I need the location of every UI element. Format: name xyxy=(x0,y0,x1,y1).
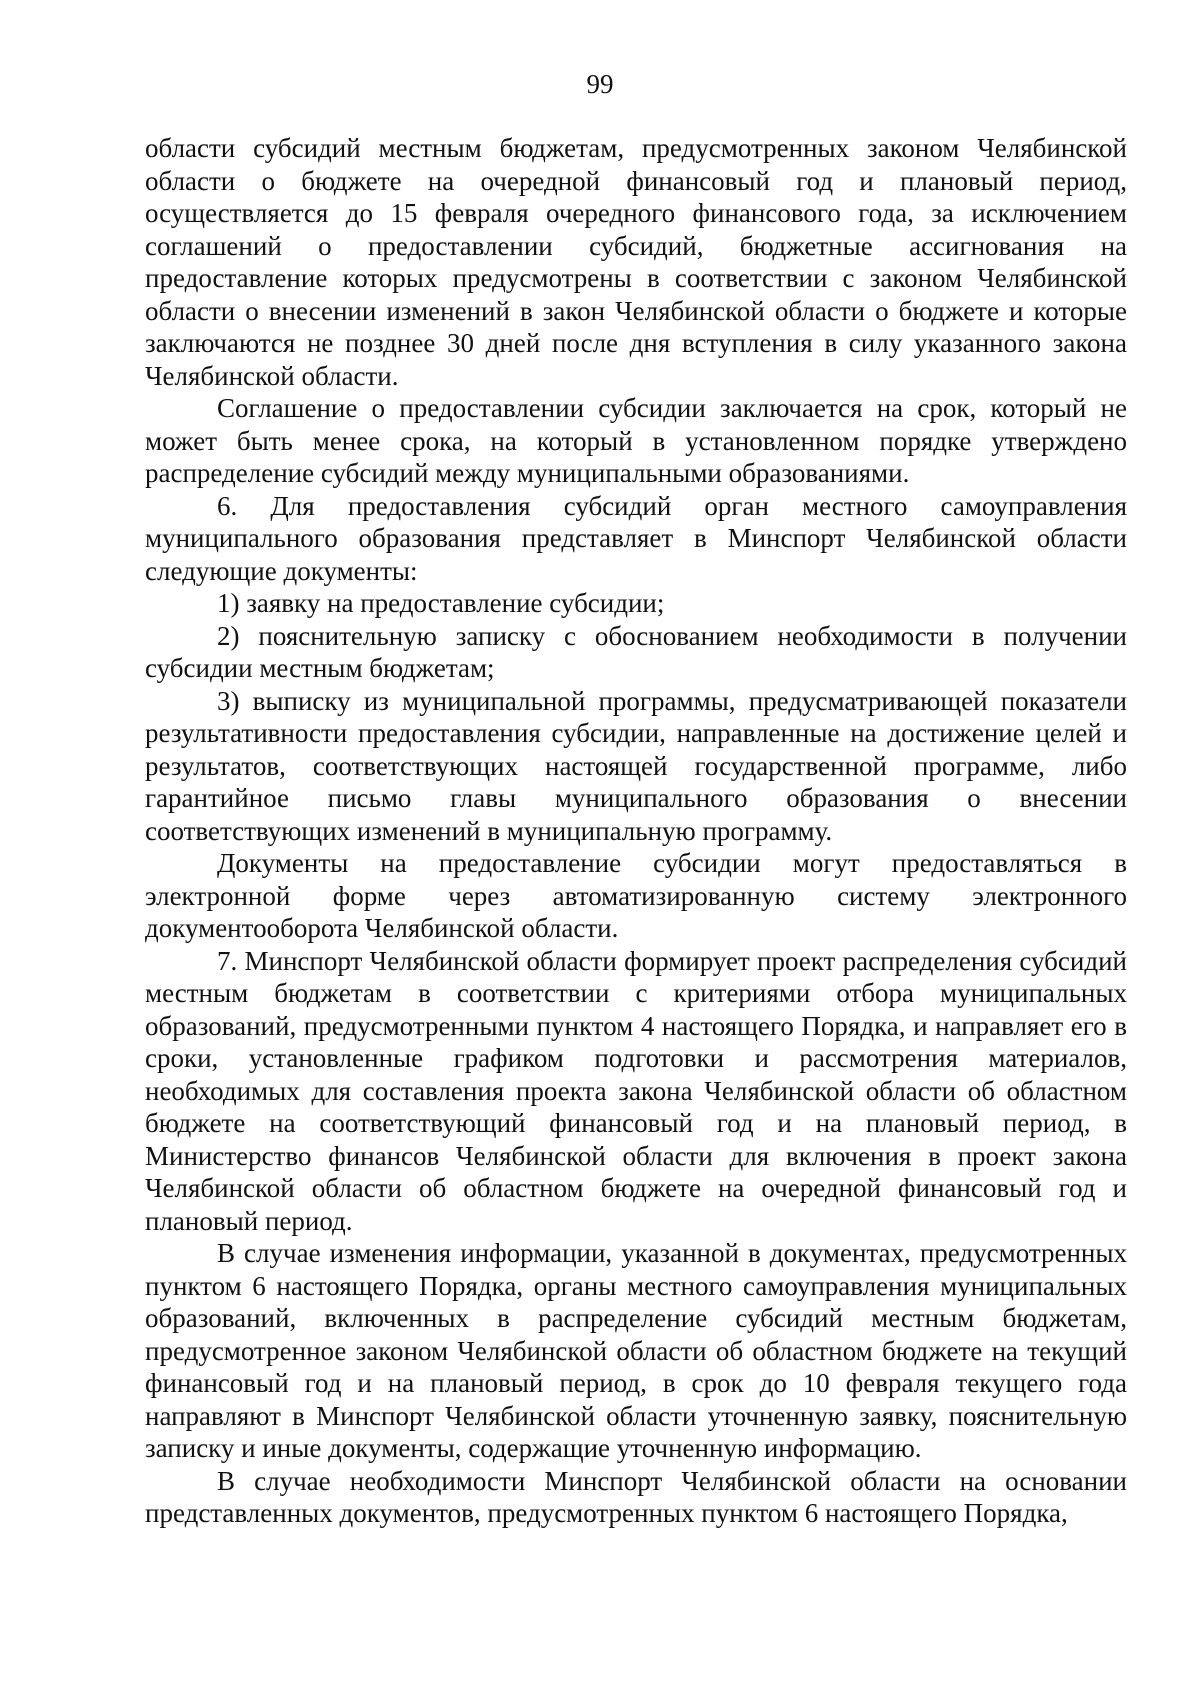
paragraph-4: 1) заявку на предоставление субсидии; xyxy=(217,588,665,618)
page-number: 99 xyxy=(586,69,614,99)
document-body xyxy=(145,132,1127,1530)
paragraph-9: В случае изменения информации, указанной в документах, предусмотренных пунктом 6 настоящего Порядка, органы местного самоуправления муниципальных образований, включенных в распределение субсидий местным бюджетам, предусмотренное законом Челябинской области об областном бюджете на текущий финансовый год и на плановый период, в срок до 10 февраля текущего года направляют в Минспорт Челябинской области уточненную заявку, пояснительную записку и иные документы, содержащие уточненную информацию. xyxy=(145,1238,1127,1463)
paragraph-2: Соглашение о предоставлении субсидии заключается на срок, который не может быть менее срока, на который в установленном порядке утверждено распределение субсидий между муниципальными образованиями. xyxy=(145,393,1127,488)
paragraph-8: 7. Минспорт Челябинской области формирует проект распределения субсидий местным бюджетам в соответствии с критериями отбора муниципальных образований, предусмотренными пунктом 4 настоящего Порядка, и направляет его в сроки, установленные графиком подготовки и рассмотрения материалов, необходимых для составления проекта закона Челябинской области об областном бюджете на соответствующий финансовый год и на плановый период, в Министерство финансов Челябинской области для включения в проект закона Челябинской области об областном бюджете на очередной финансовый год и плановый период. xyxy=(145,945,1127,1236)
paragraph-10: В случае необходимости Минспорт Челябинской области на основании представленных документов, предусмотренных пунктом 6 настоящего Порядка, xyxy=(145,1465,1127,1528)
paragraph-7: Документы на предоставление субсидии могут предоставляться в электронной форме через автоматизированную систему электронного документооборота Челябинской области. xyxy=(145,848,1127,943)
paragraph-1: области субсидий местным бюджетам, предусмотренных законом Челябинской области о бюджете на очередной финансовый год и плановый период, осуществляется до 15 февраля очередного финансового года, за исключением соглашений о предоставлении субсидий, бюджетные ассигнования на предоставление которых предусмотрены в соответствии с законом Челябинской области о внесении изменений в закон Челябинской области о бюджете и которые заключаются не позднее 30 дней после дня вступления в силу указанного закона Челябинской области. xyxy=(145,133,1127,391)
paragraph-5: 2) пояснительную записку с обоснованием необходимости в получении субсидии местным бюджетам; xyxy=(145,620,1127,683)
paragraph-6: 3) выписку из муниципальной программы, предусматривающей показатели результативности предоставления субсидии, направленные на достижение целей и результатов, соответствующих настоящей государственной программе, либо гарантийное письмо главы муниципального образования о внесении соответствующих изменений в муниципальную программу. xyxy=(145,685,1127,846)
paragraph-3: 6. Для предоставления субсидий орган местного самоуправления муниципального образования представляет в Минспорт Челябинской области следующие документы: xyxy=(145,490,1127,586)
